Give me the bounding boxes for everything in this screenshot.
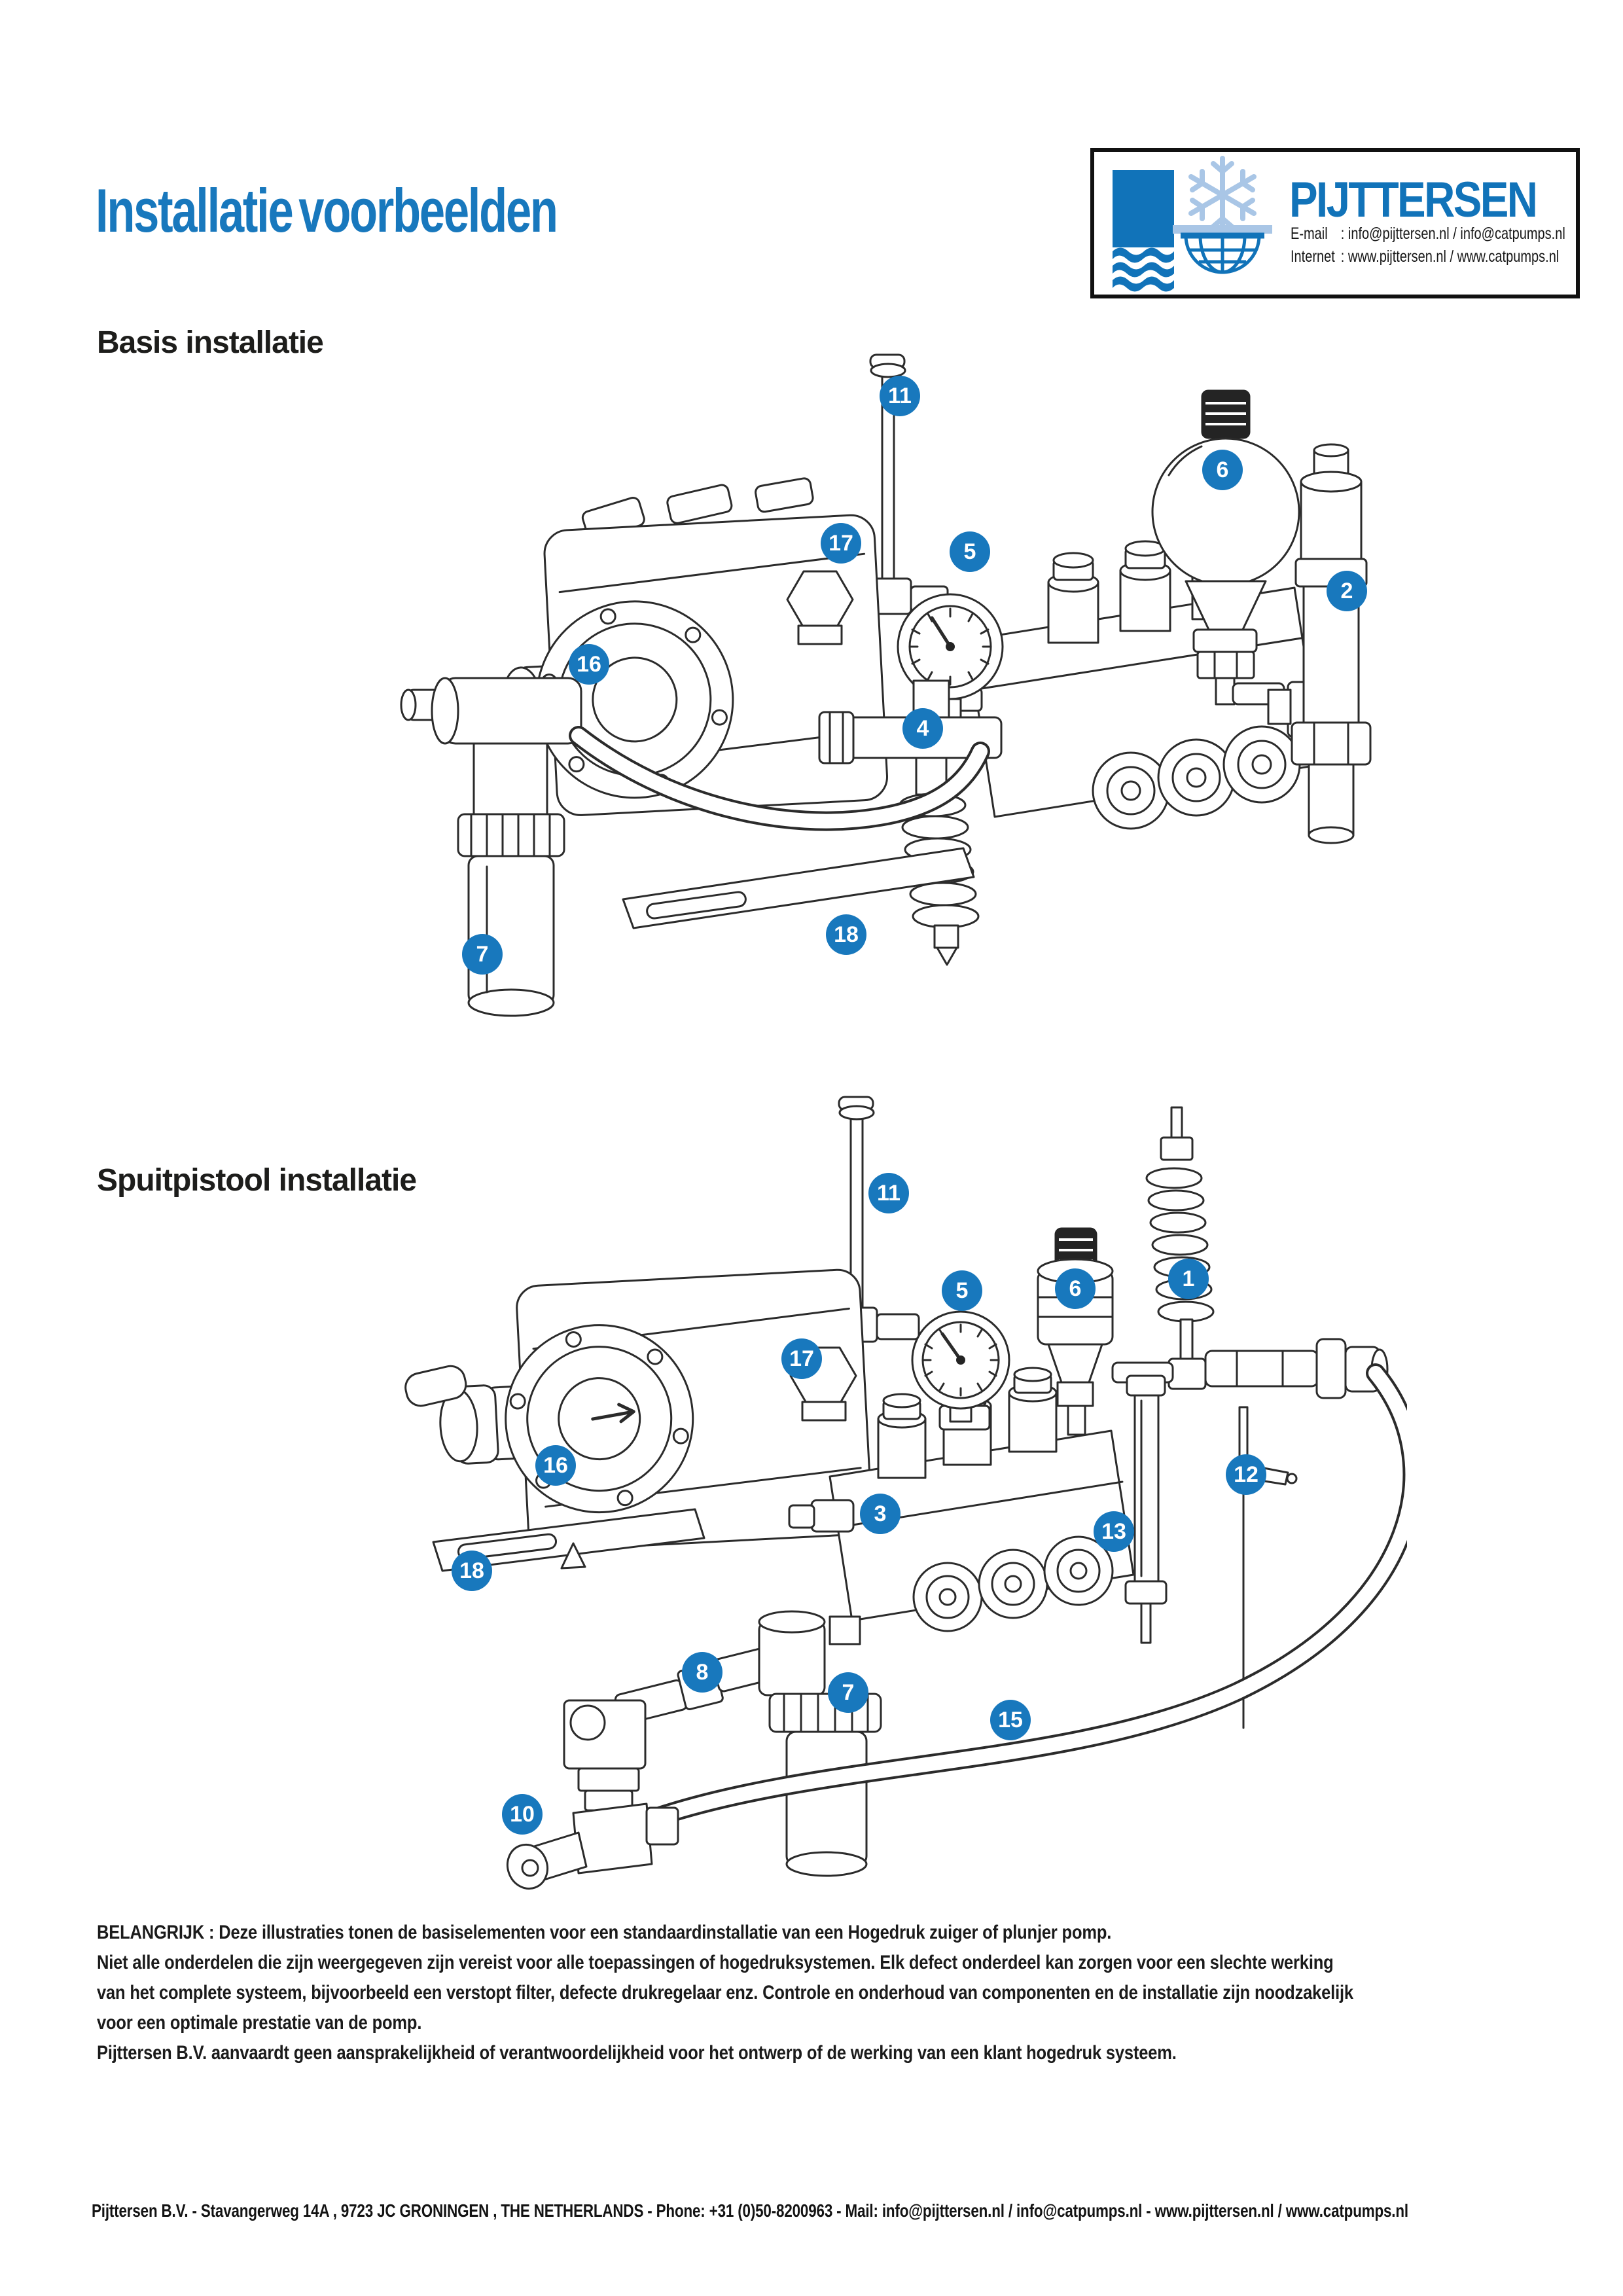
inlet-filter [401, 678, 581, 1016]
note-line: Pijttersen B.V. aanvaardt geen aansprakelijkheid of verantwoordelijkheid voor het ontwerp of de werking van een klant hogedruk systeem. [97, 2042, 1177, 2064]
company-logo-box [1090, 148, 1580, 298]
note-line: van het complete systeem, bijvoorbeeld een verstopt filter, defecte drukregelaar enz. Controle en onderhoud van componenten en de installatie zijn noodzakelijk [97, 1982, 1353, 2003]
note-line: BELANGRIJK : Deze illustraties tonen de basiselementen voor een standaardinstallatie van een Hogedruk zuiger of plunjer pomp. [97, 1922, 1112, 1943]
page-title: Installatie voorbeelden [96, 176, 557, 245]
spray-valve [501, 1700, 678, 1894]
pressure-gauge [912, 1312, 1009, 1429]
section-title-basis: Basis installatie [97, 325, 323, 360]
part-badge-8: 8 [682, 1652, 722, 1693]
inlet-filter [759, 1611, 881, 1876]
email-label: E-mail [1291, 224, 1328, 243]
part-badge-18: 18 [826, 914, 866, 955]
pump-crankcase [491, 474, 888, 819]
company-brand: PIJTTERSEN [1289, 172, 1537, 228]
note-line: voor een optimale prestatie van de pomp. [97, 2012, 422, 2034]
part-badge-6: 6 [1055, 1268, 1096, 1309]
bypass-spring-assembly [1147, 1107, 1213, 1389]
outlet-valve-assembly [1292, 444, 1370, 843]
part-badge-10: 10 [502, 1794, 543, 1835]
email-value: : info@pijttersen.nl / info@catpumps.nl [1340, 224, 1565, 243]
part-badge-1: 1 [1168, 1259, 1209, 1299]
company-contact [1291, 223, 1565, 268]
part-badge-3: 3 [860, 1494, 901, 1534]
footer-address: Pijttersen B.V. - Stavangerweg 14A , 9723 JC GRONINGEN , THE NETHERLANDS - Phone: +31 (0)50-8200963 - Mail: info@pijttersen.nl / info@catpumps.nl - www.pijttersen.nl / www.catpumps.nl [92, 2200, 1408, 2221]
sight-tube [1126, 1376, 1166, 1643]
part-badge-13: 13 [1094, 1511, 1134, 1552]
part-badge-16: 16 [569, 644, 609, 685]
water-column-icon [1113, 170, 1174, 292]
part-badge-17: 17 [781, 1338, 822, 1379]
pump-manifold [967, 529, 1331, 829]
part-badge-5: 5 [942, 1270, 982, 1311]
snowflake-icon [1191, 158, 1254, 232]
part-badge-5: 5 [950, 531, 990, 572]
important-note [97, 1918, 1615, 2068]
contact-email-row [1291, 223, 1565, 245]
part-badge-18: 18 [452, 1551, 492, 1591]
internet-label: Internet [1291, 247, 1335, 266]
contact-internet-row [1291, 245, 1565, 268]
note-line: Niet alle onderdelen die zijn weergegeven zijn vereist voor alle toepassingen of hogedruksystemen. Elk defect onderdeel kan zorgen voor een slechte werking [97, 1952, 1334, 1973]
part-badge-12: 12 [1226, 1454, 1266, 1495]
part-badge-6: 6 [1202, 450, 1243, 490]
part-badge-11: 11 [868, 1173, 909, 1213]
internet-value: : www.pijttersen.nl / www.catpumps.nl [1340, 247, 1560, 266]
part-badge-7: 7 [828, 1672, 868, 1713]
part-badge-11: 11 [880, 376, 920, 416]
globe-icon [1181, 236, 1264, 272]
basis-installatie-diagram [393, 314, 1374, 1047]
part-badge-2: 2 [1327, 571, 1367, 611]
part-badge-7: 7 [462, 934, 503, 975]
part-badge-17: 17 [821, 523, 861, 564]
dipstick [866, 355, 948, 614]
spuitpistool-installatie-diagram [360, 1080, 1407, 1924]
section-title-spuitpistool: Spuitpistool installatie [97, 1163, 417, 1198]
part-badge-4: 4 [902, 708, 943, 749]
snowflake-band [1173, 225, 1272, 234]
part-badge-16: 16 [535, 1445, 576, 1486]
part-badge-15: 15 [990, 1700, 1031, 1740]
